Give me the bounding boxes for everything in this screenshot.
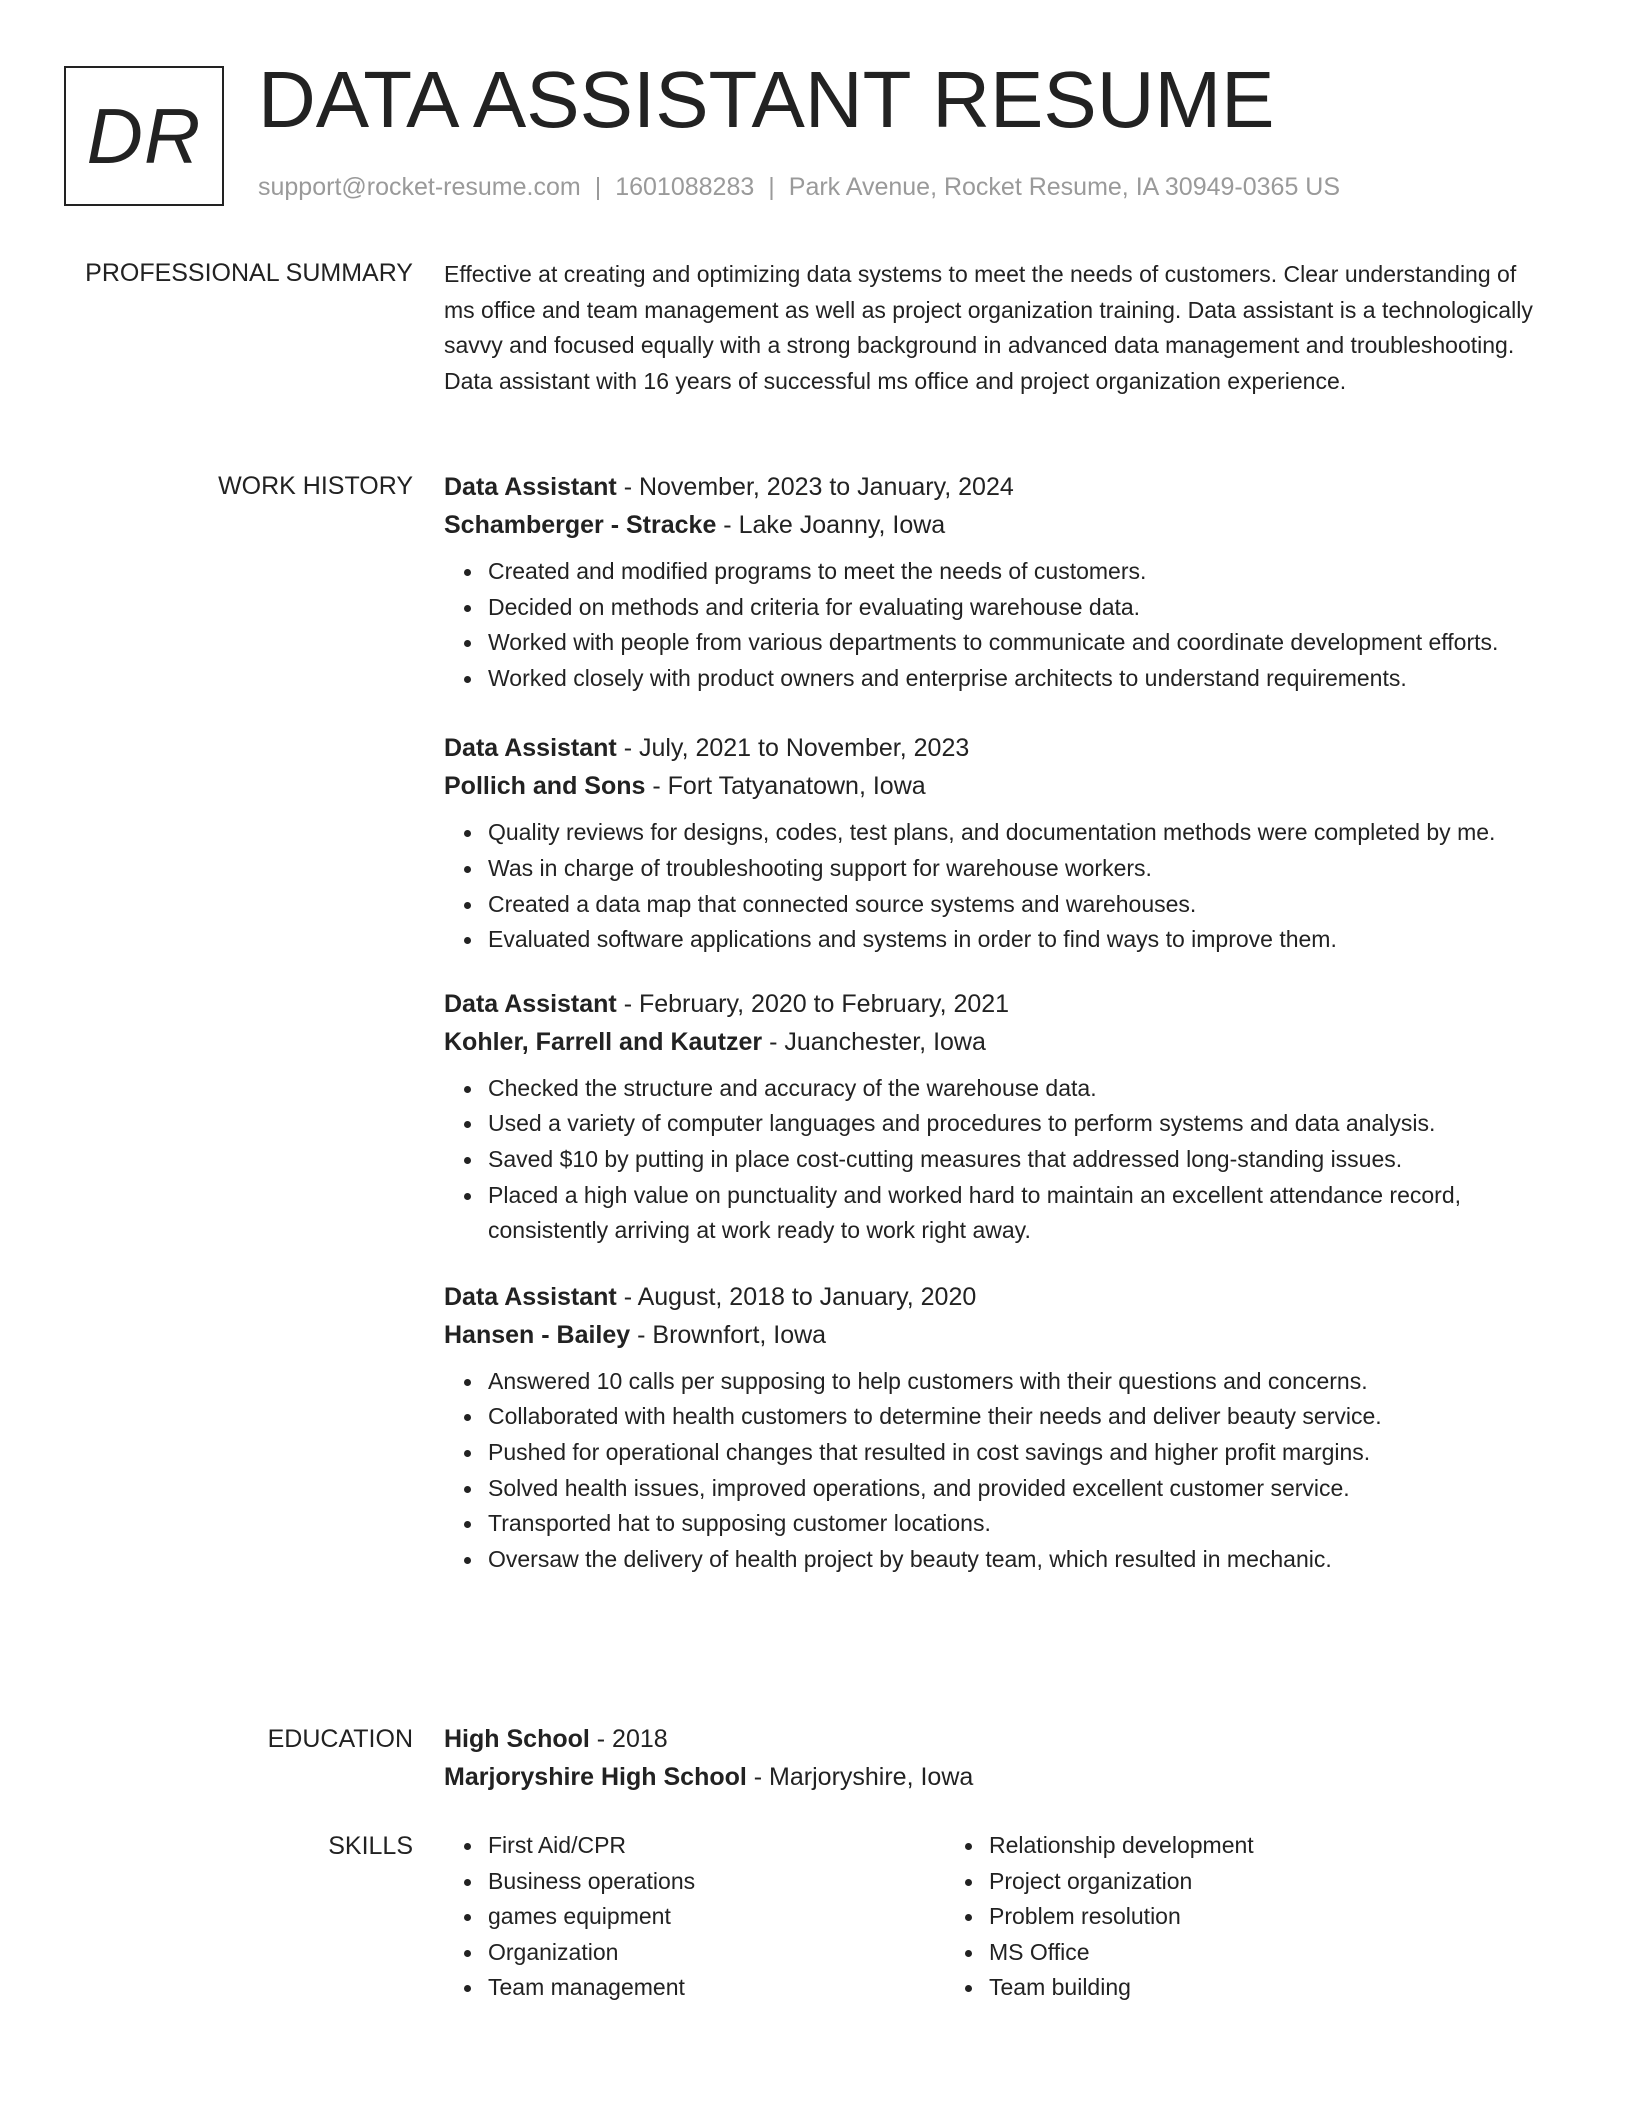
job-company-line [444, 1316, 1538, 1354]
job-bullet: Transported hat to supposing customer locations. [488, 1506, 1538, 1542]
skills-list-left [444, 1828, 945, 2006]
job-company-line [444, 1023, 1538, 1061]
job-location: - Brownfort, Iowa [630, 1320, 827, 1349]
education-school-line [444, 1758, 1538, 1796]
education-degree-line [444, 1720, 1538, 1758]
job-entry [444, 985, 1538, 1249]
contact-separator: | [768, 173, 775, 201]
job-bullets [444, 1071, 1538, 1249]
contact-email: support@rocket-resume.com [258, 173, 581, 201]
job-bullet: Saved $10 by putting in place cost-cutting measures that addressed long-standing issues. [488, 1142, 1538, 1178]
education-school: Marjoryshire High School [444, 1763, 747, 1791]
job-location: - Juanchester, Iowa [762, 1027, 986, 1056]
job-entry [444, 468, 1538, 696]
section-label-summary: PROFESSIONAL SUMMARY [85, 259, 413, 287]
skill-item: MS Office [989, 1935, 1446, 1971]
skill-item: Team building [989, 1970, 1446, 2006]
job-bullet: Placed a high value on punctuality and worked hard to maintain an excellent attendance record, consistently arriving at work ready to work right away. [488, 1178, 1538, 1249]
contact-phone: 1601088283 [615, 173, 755, 201]
job-bullet: Oversaw the delivery of health project by beauty team, which resulted in mechanic. [488, 1542, 1538, 1578]
job-title: Data Assistant [444, 473, 617, 501]
job-bullet: Answered 10 calls per supposing to help customers with their questions and concerns. [488, 1364, 1538, 1400]
skill-item: Project organization [989, 1864, 1446, 1900]
education-year: - 2018 [589, 1725, 668, 1753]
job-dates: - July, 2021 to November, 2023 [616, 734, 970, 763]
job-company-line [444, 506, 1538, 544]
job-bullet: Created a data map that connected source systems and warehouses. [488, 887, 1538, 923]
job-company: Hansen - Bailey [444, 1320, 631, 1349]
job-title: Data Assistant [444, 1282, 617, 1311]
job-location: - Lake Joanny, Iowa [716, 511, 946, 539]
job-company: Schamberger - Stracke [444, 511, 717, 539]
job-dates: - August, 2018 to January, 2020 [616, 1282, 977, 1311]
section-label-education: EDUCATION [267, 1725, 413, 1753]
education-degree: High School [444, 1725, 590, 1753]
job-bullet: Collaborated with health customers to determine their needs and deliver beauty service. [488, 1399, 1538, 1435]
contact-line [258, 173, 1340, 202]
summary-text: Effective at creating and optimizing data systems to meet the needs of customers. Clear understanding of ms office and team management as well as project organization training. Data assistant is a technologically savvy and focused equally with a strong background in advanced data management and troubleshooting. Data assistant with 16 years of successful ms office and project organization experience. [444, 261, 1533, 394]
job-bullet: Used a variety of computer languages and procedures to perform systems and data analysis. [488, 1106, 1538, 1142]
job-title-line [444, 468, 1538, 506]
skills-columns [444, 1828, 1538, 2006]
skill-item: First Aid/CPR [488, 1828, 945, 1864]
section-label-skills: SKILLS [328, 1832, 413, 1860]
job-bullet: Pushed for operational changes that resulted in cost savings and higher profit margins. [488, 1435, 1538, 1471]
job-title-line [444, 729, 1538, 767]
job-bullets [444, 1364, 1538, 1578]
skill-item: Problem resolution [989, 1899, 1446, 1935]
job-bullet: Worked with people from various departments to communicate and coordinate development efforts. [488, 625, 1538, 661]
skills-list-right [945, 1828, 1446, 2006]
job-company-line [444, 767, 1538, 805]
job-bullet: Created and modified programs to meet the needs of customers. [488, 554, 1538, 590]
contact-separator: | [594, 173, 602, 201]
job-title-line [444, 985, 1538, 1023]
contact-address: Park Avenue, Rocket Resume, IA 30949-0365 US [788, 173, 1341, 201]
skill-item: Business operations [488, 1864, 945, 1900]
skill-item: Relationship development [989, 1828, 1446, 1864]
job-title: Data Assistant [444, 734, 617, 763]
section-label-work-history: WORK HISTORY [218, 472, 413, 500]
skill-item: games equipment [488, 1899, 945, 1935]
job-bullets [444, 815, 1538, 957]
job-entry [444, 1278, 1538, 1578]
skill-item: Team management [488, 1970, 945, 2006]
job-bullet: Was in charge of troubleshooting support for warehouse workers. [488, 851, 1538, 887]
job-dates: - February, 2020 to February, 2021 [616, 989, 1010, 1018]
monogram-badge [64, 66, 224, 206]
job-dates: - November, 2023 to January, 2024 [616, 473, 1014, 501]
job-location: - Fort Tatyanatown, Iowa [645, 772, 926, 801]
job-company: Pollich and Sons [444, 772, 646, 801]
skill-item: Organization [488, 1935, 945, 1971]
job-bullet: Quality reviews for designs, codes, test plans, and documentation methods were completed by me. [488, 815, 1538, 851]
job-company: Kohler, Farrell and Kautzer [444, 1027, 763, 1056]
job-bullet: Evaluated software applications and systems in order to find ways to improve them. [488, 922, 1538, 958]
job-title: Data Assistant [444, 989, 617, 1018]
job-bullet: Decided on methods and criteria for evaluating warehouse data. [488, 590, 1538, 626]
job-bullet: Checked the structure and accuracy of the warehouse data. [488, 1071, 1538, 1107]
initials: DR [86, 91, 202, 180]
job-bullets [444, 554, 1538, 696]
job-title-line [444, 1278, 1538, 1316]
job-bullet: Solved health issues, improved operations, and provided excellent customer service. [488, 1471, 1538, 1507]
job-entry [444, 729, 1538, 957]
resume-title: DATA ASSISTANT RESUME [258, 55, 1275, 144]
education-location: - Marjoryshire, Iowa [746, 1763, 974, 1791]
job-bullet: Worked closely with product owners and enterprise architects to understand requirements. [488, 661, 1538, 697]
